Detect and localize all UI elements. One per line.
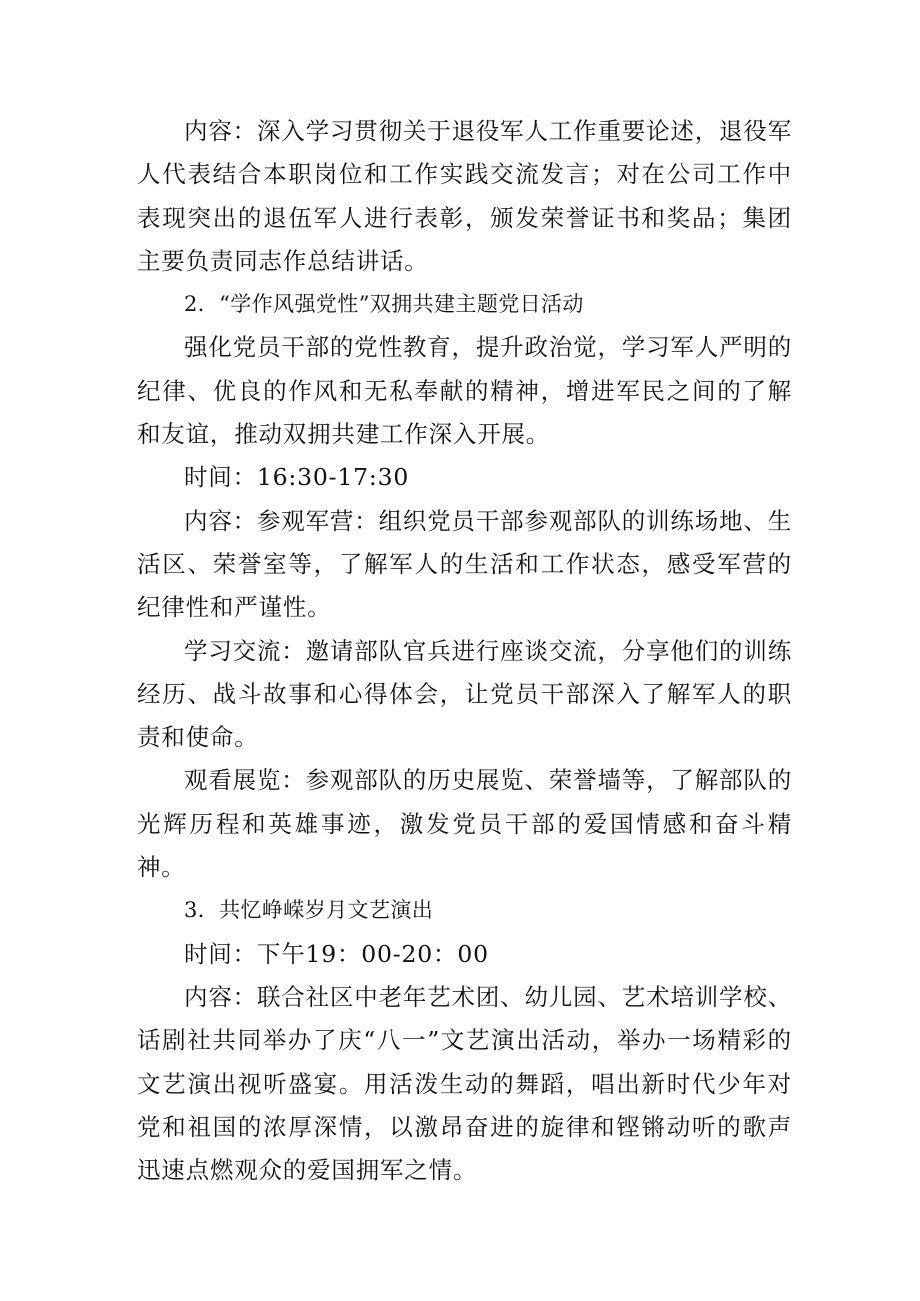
paragraph-view-exhibition: 观看展览：参观部队的历史展览、荣誉墙等，了解部队的光辉历程和英雄事迹，激发党员干部的爱国情感和奋斗精神。 [137,766,792,882]
paragraph-performance-time: 时间：下午19：00-20：00 [184,939,489,968]
paragraph-study-exchange: 学习交流：邀请部队官兵进行座谈交流，分享他们的训练经历、战斗故事和心得体会，让党员干部深入了解军人的职责和使命。 [137,636,792,752]
document-body [137,110,792,1192]
paragraph-visit-barracks: 内容：参观军营：组织党员干部参观部队的训练场地、生活区、荣誉室等，了解军人的生活和工作状态，感受军营的纪律性和严谨性。 [137,506,792,622]
paragraph-performance-content: 内容：联合社区中老年艺术团、幼儿园、艺术培训学校、话剧社共同举办了庆“八一”文艺演出活动，举办一场精彩的文艺演出视听盛宴。用活泼生动的舞蹈，唱出新时代少年对党和祖国的浓厚深情，以激昂奋进的旋律和铿锵动听的歌声迅速点燃观众的爱国拥军之情。 [137,982,792,1185]
section-heading-party-day: 2．“学作风强党性”双拥共建主题党日活动 [184,292,584,317]
paragraph-commendation-content: 内容：深入学习贯彻关于退役军人工作重要论述，退役军人代表结合本职岗位和工作实践交流发言；对在公司工作中表现突出的退伍军人进行表彰，颁发荣誉证书和奖品；集团主要负责同志作总结讲话。 [137,117,792,275]
section-heading-performance: 3．共忆峥嵘岁月文艺演出 [184,898,434,923]
paragraph-party-day-time: 时间：16:30-17:30 [184,463,410,492]
paragraph-party-day-purpose: 强化党员干部的党性教育，提升政治觉，学习军人严明的纪律、优良的作风和无私奉献的精神，增进军民之间的了解和友谊，推动双拥共建工作深入开展。 [137,333,792,449]
